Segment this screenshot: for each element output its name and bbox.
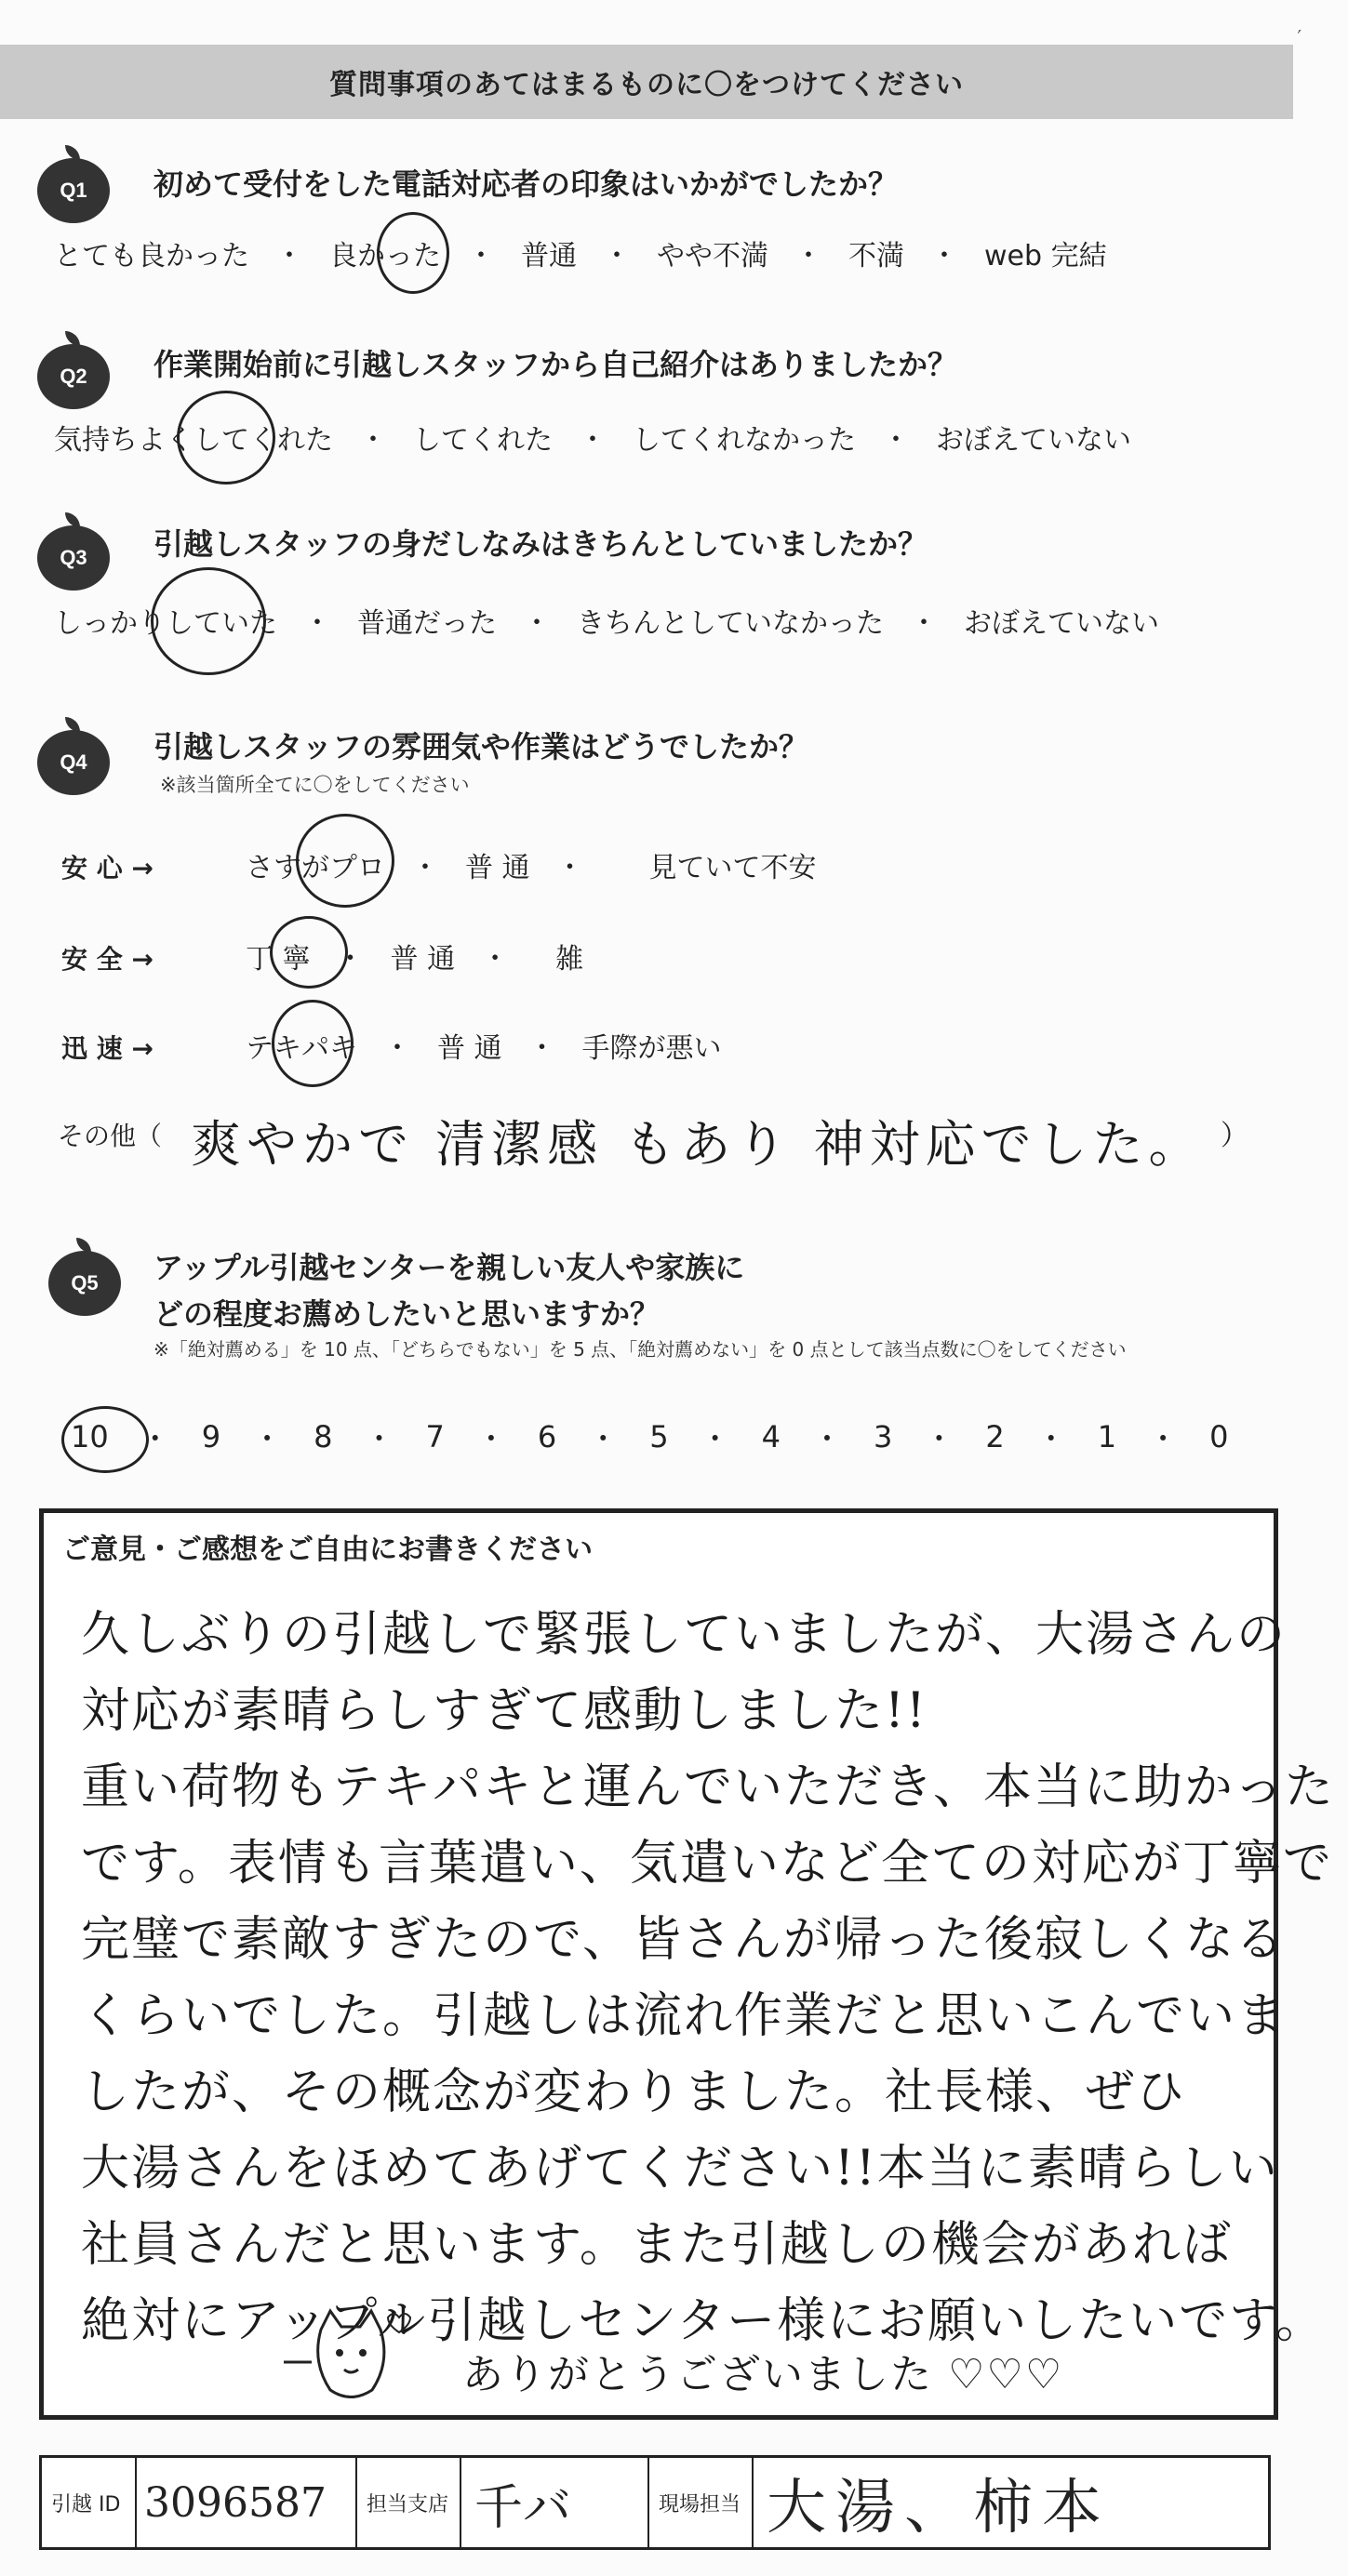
- branch-label: 担当支店: [367, 2492, 449, 2516]
- comment-line: 完璧で素敵すぎたので、皆さんが帰った後寂しくなる: [81, 1912, 1286, 1968]
- q4-badge: Q4: [37, 730, 110, 795]
- q5-score[interactable]: 8: [314, 1419, 333, 1454]
- q1-title: 初めて受付をした電話対応者の印象はいかがでしたか？: [153, 166, 899, 202]
- q2-option[interactable]: してくれなかった: [633, 424, 856, 457]
- q3-option[interactable]: おぼえていない: [964, 607, 1159, 640]
- q3-option[interactable]: 普通だった: [357, 607, 497, 640]
- q4-anshin-option[interactable]: さすがプロ: [246, 852, 385, 884]
- move-id-label: 引越 ID: [51, 2492, 121, 2516]
- comment-line: 大湯さんをほめてあげてください!!本当に素晴らしい: [81, 2141, 1279, 2197]
- q5-note: ※「絶対薦める」を 10 点、「どちらでもない」を 5 点、「絶対薦めない」を 0 点として該当点数に〇をしてください: [153, 1338, 1127, 1361]
- q1-option[interactable]: 良かった: [329, 240, 441, 272]
- q4-other-handwriting: 爽やかで 清潔感 もあり 神対応でした。: [191, 1115, 1205, 1174]
- q4-jinsoku-option[interactable]: 普 通: [437, 1032, 502, 1065]
- q2-option[interactable]: おぼえていない: [936, 424, 1131, 457]
- header-bar: [0, 45, 1293, 119]
- corner-mark: ′: [1297, 26, 1301, 48]
- q4-anshin-option[interactable]: 見ていて不安: [648, 852, 817, 884]
- footer-branch-value-cell: [461, 2458, 649, 2547]
- q5-score[interactable]: 1: [1097, 1419, 1117, 1454]
- q4-row-jinsoku: テキパキ ・ 普 通 ・ 手際が悪い: [246, 1025, 722, 1066]
- comment-signoff: ありがとうございました ♡♡♡: [462, 2351, 1064, 2398]
- q2-title: 作業開始前に引越しスタッフから自己紹介はありましたか？: [153, 347, 958, 382]
- q4-row-label-anshin: 安 心 →: [61, 853, 153, 883]
- q5-score[interactable]: 10: [71, 1419, 109, 1454]
- q1-option[interactable]: web 完結: [984, 240, 1107, 272]
- comments-title: ご意見・ご感想をご自由にお書きください: [62, 1534, 593, 1566]
- q5-score[interactable]: 3: [873, 1419, 893, 1454]
- q5-score[interactable]: 4: [761, 1419, 781, 1454]
- q4-other-row: [58, 1116, 162, 1153]
- q4-anshin-option[interactable]: 普 通: [465, 852, 530, 884]
- comment-line: 重い荷物もテキパキと運んでいただき、本当に助かった: [81, 1759, 1335, 1815]
- q1-option[interactable]: 普通: [521, 240, 577, 272]
- q3-option[interactable]: しっかりしていた: [54, 607, 277, 640]
- q3-title: 引越しスタッフの身だしなみはきちんとしていましたか？: [153, 526, 928, 562]
- staff-label: 現場担当: [659, 2492, 741, 2516]
- q3-option[interactable]: きちんとしていなかった: [577, 607, 884, 640]
- q4-anzen-option[interactable]: 丁 寧: [246, 943, 311, 976]
- q5-score[interactable]: 2: [985, 1419, 1005, 1454]
- q5-score[interactable]: 6: [537, 1419, 557, 1454]
- q4-jinsoku-option[interactable]: 手際が悪い: [581, 1032, 722, 1065]
- q3-options: しっかりしていた ・ 普通だった ・ きちんとしていなかった ・ おぼえていない: [54, 600, 1159, 641]
- q2-option[interactable]: してくれた: [413, 424, 553, 457]
- q1-option[interactable]: やや不満: [657, 240, 768, 272]
- footer-table: [39, 2455, 1271, 2550]
- q1-badge: Q1: [37, 158, 110, 223]
- q4-note: ※該当箇所全てに〇をしてください: [160, 774, 470, 796]
- q4-other-close: ）: [1221, 1120, 1248, 1152]
- q1-option[interactable]: とても良かった: [54, 240, 249, 272]
- q4-row-anzen: 丁 寧 ・ 普 通 ・ 雑: [246, 936, 583, 976]
- footer-move-id-label-cell: [42, 2458, 137, 2547]
- q3-badge: Q3: [37, 525, 110, 591]
- comment-line: くらいでした。引越しは流れ作業だと思いこんでいま: [81, 1988, 1288, 2044]
- footer-move-id-value-cell: [137, 2458, 357, 2547]
- header-title: 質問事項のあてはまるものに〇をつけてください: [329, 69, 964, 101]
- comment-line: 対応が素晴らしすぎて感動しました!!: [81, 1683, 928, 1739]
- comment-line: です。表情も言葉遣い、気遣いなど全ての対応が丁寧で: [81, 1836, 1333, 1892]
- move-id-value: 3096587: [144, 2478, 327, 2527]
- q5-scores: 10 ・ 9 ・ 8 ・ 7 ・ 6 ・ 5 ・ 4 ・ 3 ・ 2 ・ 1 ・ 0: [71, 1419, 1229, 1456]
- footer-staff-value-cell: [754, 2458, 1268, 2547]
- q2-badge: Q2: [37, 344, 110, 409]
- q5-title-line1: アップル引越センターを親しい友人や家族に: [153, 1250, 745, 1285]
- q4-jinsoku-option[interactable]: テキパキ: [246, 1032, 357, 1065]
- q5-score[interactable]: 7: [425, 1419, 445, 1454]
- q4-title: 引越しスタッフの雰囲気や作業はどうでしたか？: [153, 729, 809, 764]
- staff-value: 大湯、柿本: [767, 2474, 1111, 2543]
- q5-badge: Q5: [48, 1251, 121, 1316]
- q4-row-label-jinsoku: 迅 速 →: [61, 1033, 153, 1064]
- comment-line: 久しぶりの引越しで緊張していましたが、大湯さんの: [81, 1607, 1288, 1663]
- footer-branch-label-cell: [357, 2458, 461, 2547]
- branch-value: 千バ: [474, 2479, 572, 2536]
- q5-title-line2: どの程度お薦めしたいと思いますか？: [153, 1296, 661, 1332]
- q4-row-anshin: さすがプロ ・ 普 通 ・ 見ていて不安: [246, 844, 817, 885]
- comment-line: したが、その概念が変わりました。社長様、ぜひ: [81, 2065, 1187, 2120]
- footer-staff-label-cell: [649, 2458, 754, 2547]
- cat-doodle-icon: [284, 2306, 414, 2409]
- q4-other-label: その他（: [58, 1121, 163, 1151]
- q5-score[interactable]: 9: [201, 1419, 221, 1454]
- q4-anzen-option[interactable]: 普 通: [390, 943, 456, 976]
- comments-box: [39, 1508, 1335, 2420]
- comment-line: 絶対にアップル引越しセンター様にお願いしたいです。: [81, 2293, 1327, 2349]
- q4-anzen-option[interactable]: 雑: [555, 943, 584, 976]
- q2-options: 気持ちよくしてくれた ・ してくれた ・ してくれなかった ・ おぼえていない: [54, 417, 1131, 458]
- q1-option[interactable]: 不満: [848, 240, 904, 272]
- q5-score[interactable]: 0: [1209, 1419, 1229, 1454]
- q1-options: とても良かった ・ 良かった ・ 普通 ・ やや不満 ・ 不満 ・ web 完結: [54, 232, 1107, 273]
- q4-row-label-anzen: 安 全 →: [61, 944, 153, 975]
- comment-line: 社員さんだと思います。また引越しの機会があれば: [81, 2217, 1233, 2273]
- q5-score[interactable]: 5: [649, 1419, 669, 1454]
- q2-option[interactable]: 気持ちよくしてくれた: [54, 424, 333, 457]
